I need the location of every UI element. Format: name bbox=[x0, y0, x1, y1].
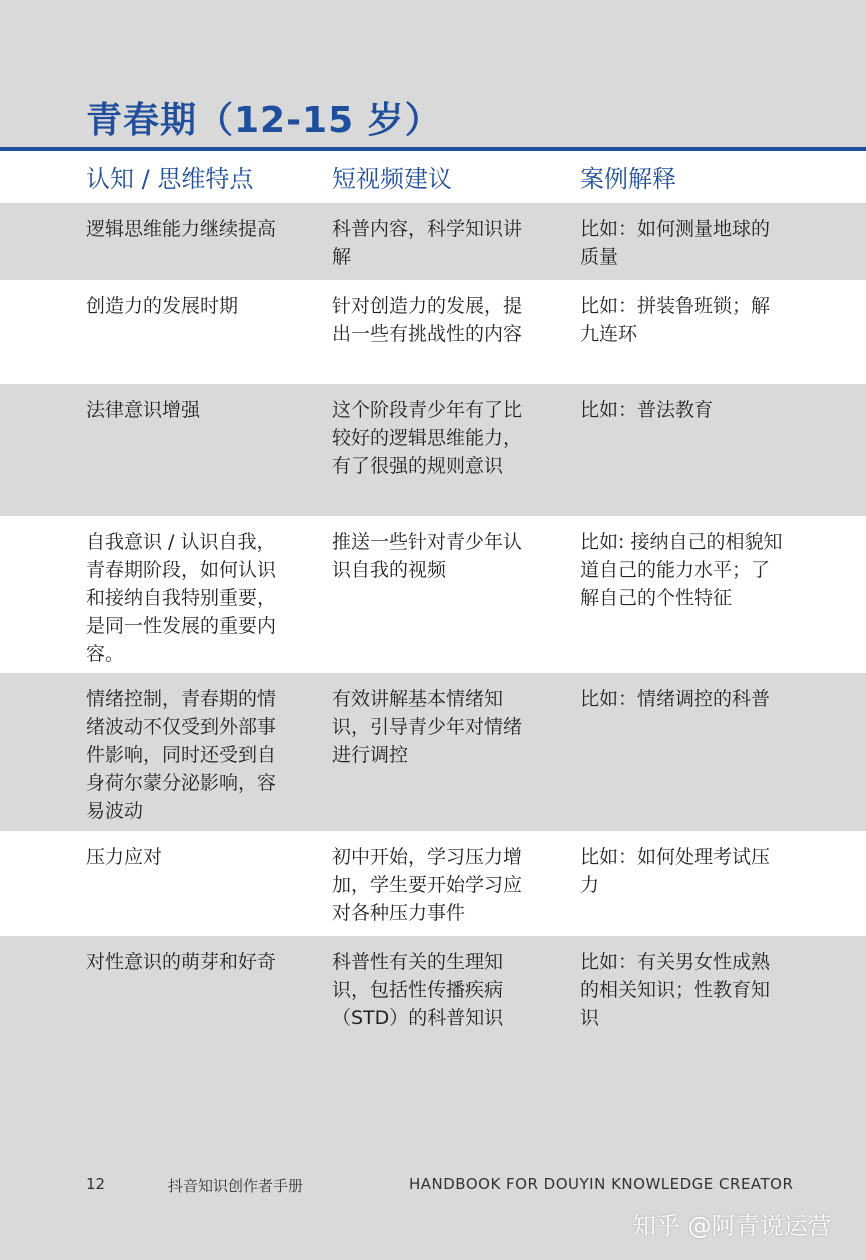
cell-cognition: 对性意识的萌芽和好奇 bbox=[86, 951, 277, 973]
page-title: 青春期（12-15 岁） bbox=[86, 100, 442, 141]
table-row bbox=[0, 280, 866, 384]
table-row bbox=[0, 516, 866, 673]
table-row bbox=[0, 831, 866, 936]
cell-case: 比如：有关男女性成熟的相关知识；性教育知识 bbox=[580, 951, 771, 1029]
cell-video-advice: 有效讲解基本情绪知识，引导青少年对情绪进行调控 bbox=[332, 688, 523, 766]
cell-case: 比如：拼装鲁班锁；解九连环 bbox=[580, 295, 771, 345]
cell-case: 比如: 接纳自己的相貌知道自己的能力水平；了解自己的个性特征 bbox=[580, 531, 783, 609]
cell-cognition: 创造力的发展时期 bbox=[86, 295, 239, 317]
cell-video-advice: 这个阶段青少年有了比较好的逻辑思维能力，有了很强的规则意识 bbox=[332, 399, 523, 477]
cell-video-advice: 初中开始，学习压力增加，学生要开始学习应对各种压力事件 bbox=[332, 846, 523, 924]
book-title-cn: 抖音知识创作者手册 bbox=[168, 1177, 304, 1195]
table-row bbox=[0, 203, 866, 280]
cell-cognition: 逻辑思维能力继续提高 bbox=[86, 218, 277, 240]
cell-video-advice: 针对创造力的发展，提出一些有挑战性的内容 bbox=[332, 295, 523, 345]
cell-case: 比如：如何测量地球的质量 bbox=[580, 218, 771, 268]
cell-video-advice: 科普性有关的生理知识，包括性传播疾病（STD）的科普知识 bbox=[332, 951, 504, 1029]
cell-case: 比如：如何处理考试压力 bbox=[580, 846, 771, 896]
column-header-video-advice: 短视频建议 bbox=[332, 165, 452, 193]
column-header-cognition: 认知 / 思维特点 bbox=[86, 165, 254, 193]
cell-video-advice: 科普内容，科学知识讲解 bbox=[332, 218, 523, 268]
zhihu-watermark: 知乎 @阿青说运营 bbox=[632, 1212, 832, 1240]
cell-cognition: 压力应对 bbox=[86, 846, 163, 868]
page-number: 12 bbox=[86, 1175, 106, 1193]
table-row bbox=[0, 936, 866, 1046]
cell-case: 比如：普法教育 bbox=[580, 399, 714, 421]
table-header bbox=[0, 151, 866, 203]
book-title-en: HANDBOOK FOR DOUYIN KNOWLEDGE CREATOR bbox=[409, 1175, 794, 1193]
cell-video-advice: 推送一些针对青少年认识自我的视频 bbox=[332, 531, 523, 581]
cell-cognition: 情绪控制，青春期的情绪波动不仅受到外部事件影响，同时还受到自身荷尔蒙分泌影响，容易波动 bbox=[86, 688, 277, 822]
cell-cognition: 法律意识增强 bbox=[86, 399, 201, 421]
cell-cognition: 自我意识 / 认识自我，青春期阶段，如何认识和接纳自我特别重要，是同一性发展的重要内容。 bbox=[86, 531, 277, 665]
table-row bbox=[0, 384, 866, 516]
cell-case: 比如：情绪调控的科普 bbox=[580, 688, 771, 710]
column-header-case: 案例解释 bbox=[580, 165, 676, 193]
table-row bbox=[0, 673, 866, 831]
